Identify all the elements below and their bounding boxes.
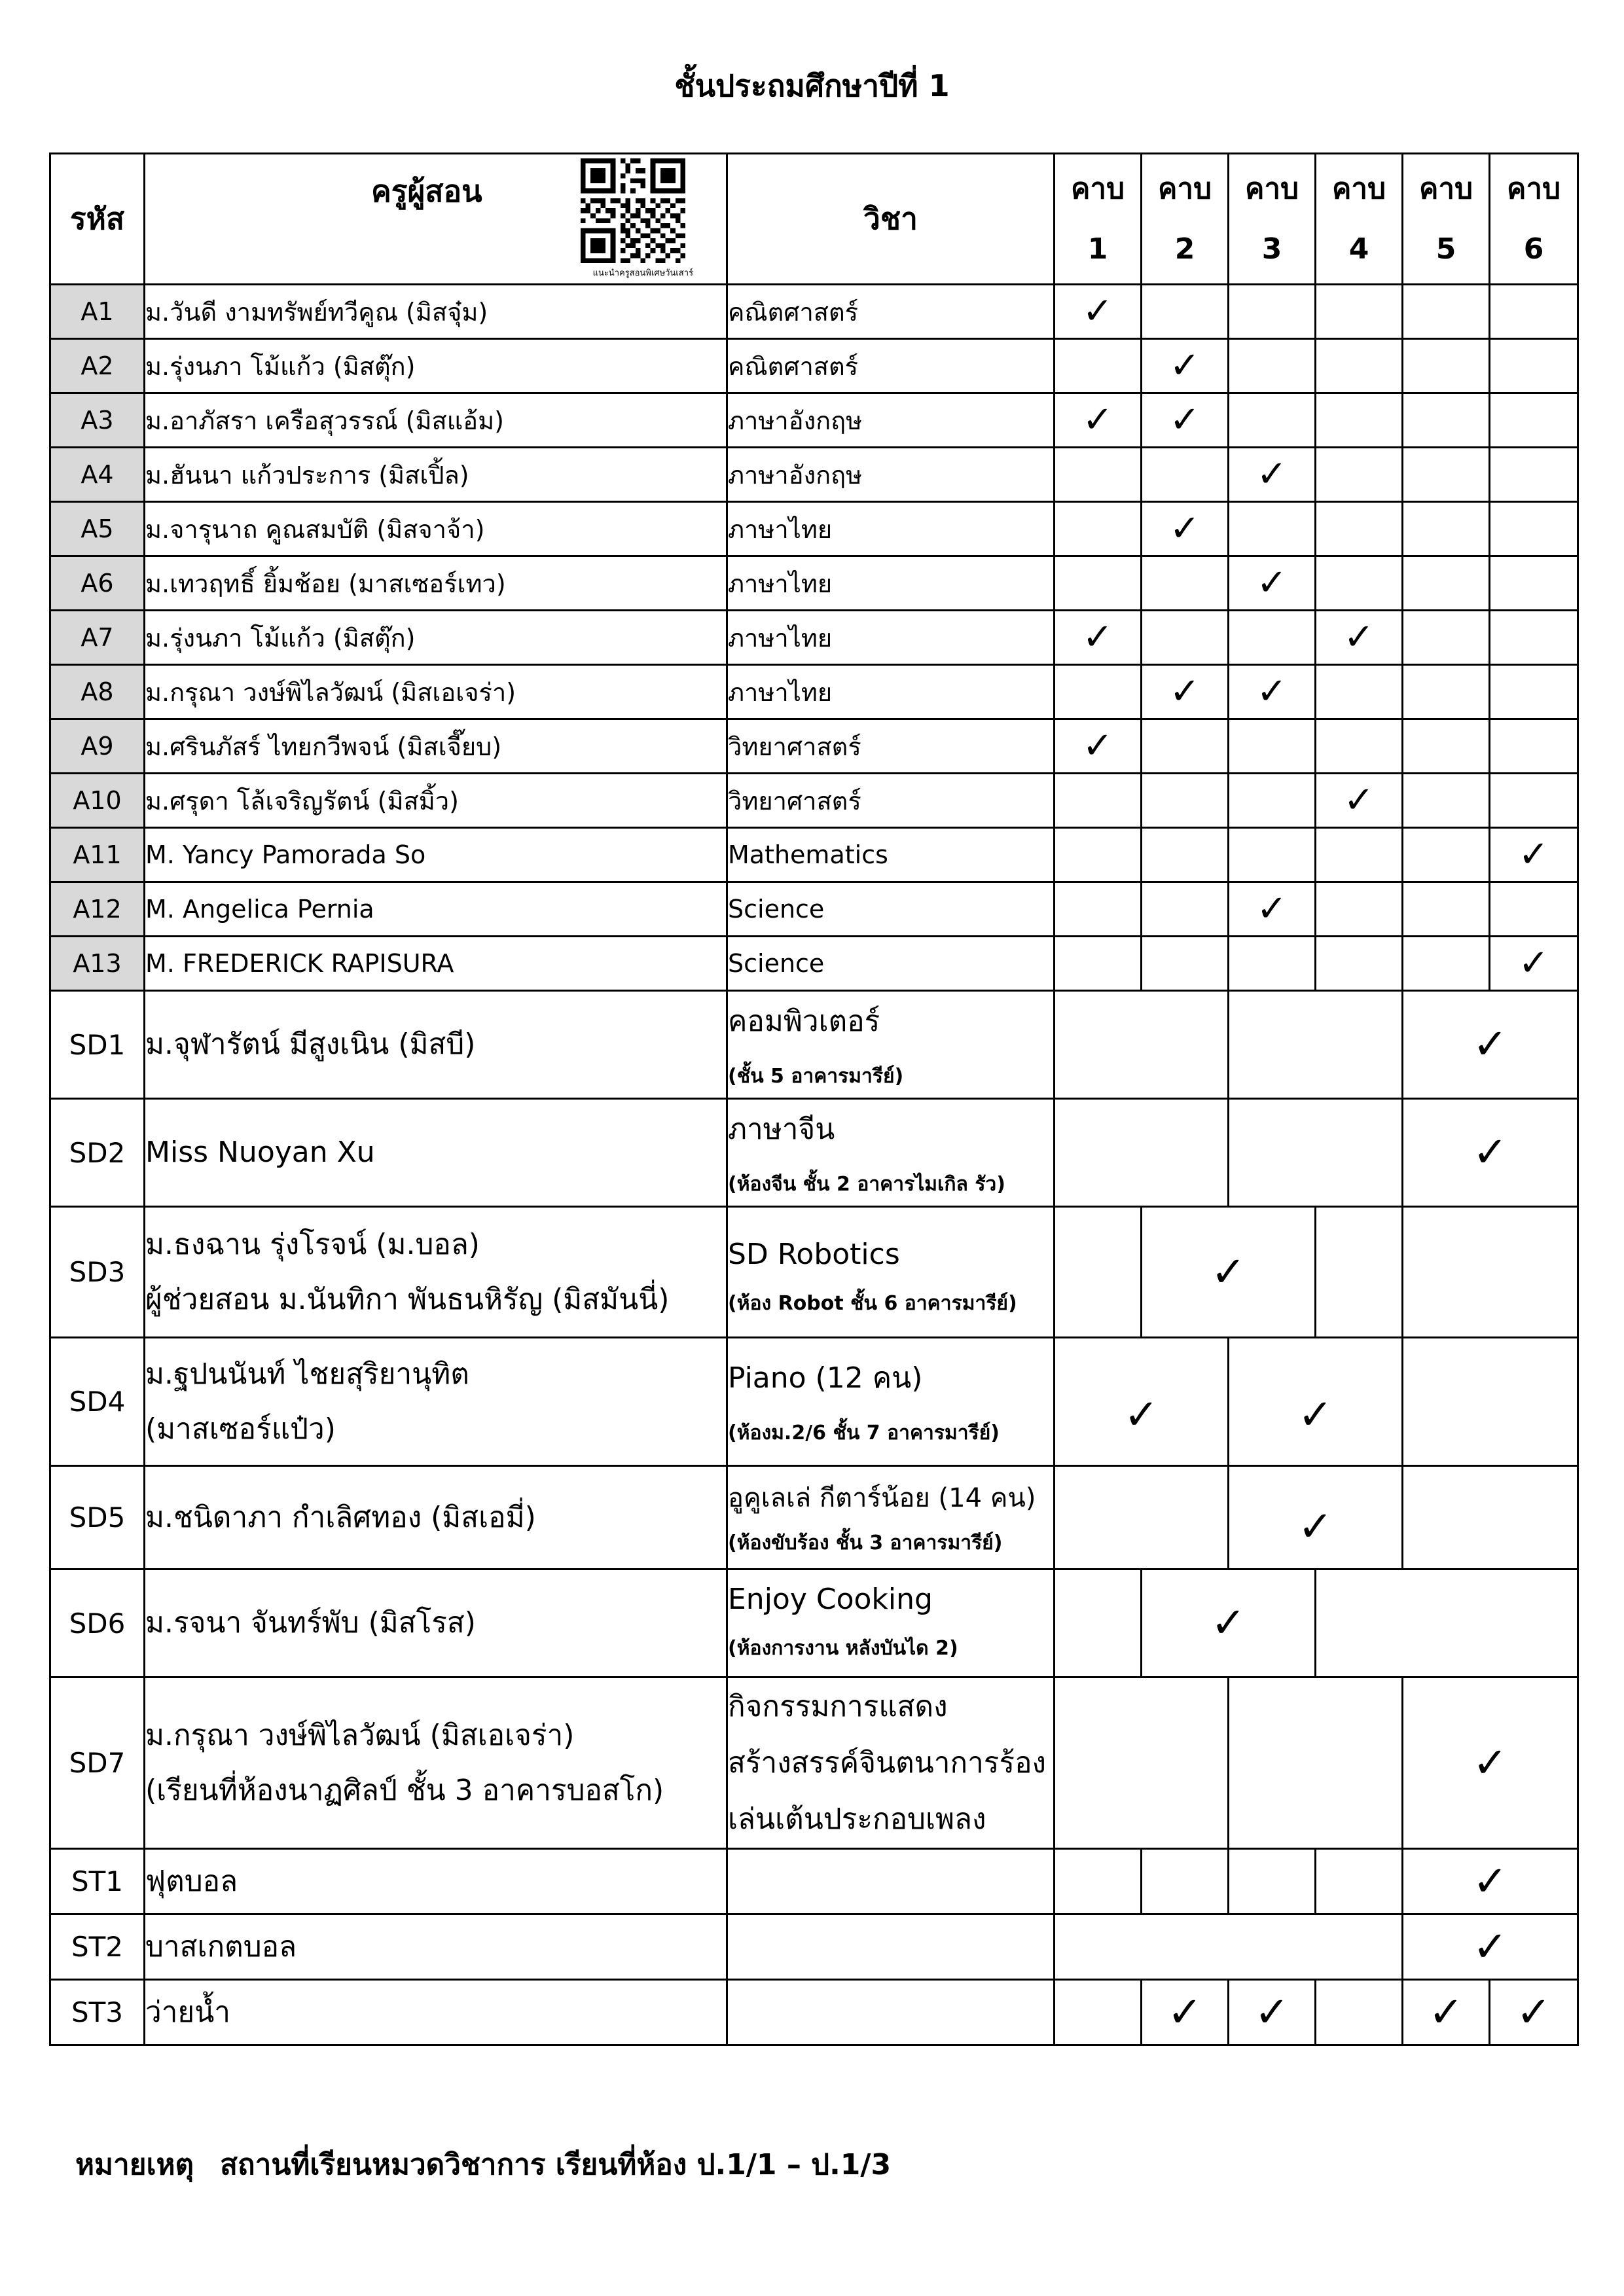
- table-row: [50, 719, 1578, 774]
- row-teacher: ม.ชนิดาภา กำเลิศทอง (มิสเอมี่): [145, 1466, 727, 1570]
- row-subject: ภาษาไทย: [727, 502, 1055, 556]
- row-code: A13: [50, 937, 145, 991]
- row-teacher: ม.รจนา จันทร์พับ (มิสโรส): [145, 1570, 727, 1677]
- row-code: A7: [50, 611, 145, 665]
- check-icon: ✓: [1142, 393, 1229, 448]
- row-subject: คอมพิวเตอร์ (ชั้น 5 อาคารมารีย์): [727, 991, 1055, 1099]
- table-row: [50, 556, 1578, 611]
- row-subject: [727, 1914, 1055, 1980]
- row-code: SD5: [50, 1466, 145, 1570]
- row-code: SD3: [50, 1207, 145, 1338]
- footnote-text: สถานที่เรียนหมวดวิชาการ เรียนที่ห้อง ป.1/1 – ป.1/3: [220, 2148, 892, 2181]
- row-subject: ภาษาไทย: [727, 665, 1055, 719]
- row-teacher: ม.อาภัสรา เครือสุวรรณ์ (มิสแอ้ม): [145, 393, 727, 448]
- check-icon: ✓: [1403, 1980, 1490, 2045]
- row-code: A6: [50, 556, 145, 611]
- row-code: SD6: [50, 1570, 145, 1677]
- row-subject: ภาษาอังกฤษ: [727, 448, 1055, 502]
- row-code: A1: [50, 285, 145, 339]
- qr-caption: แนะนำครูสอนพิเศษวันเสาร์: [592, 268, 693, 278]
- row-code: A11: [50, 828, 145, 882]
- row-code: SD1: [50, 991, 145, 1099]
- table-row: [50, 1207, 1578, 1338]
- check-icon: ✓: [1490, 828, 1578, 882]
- table-row: [50, 502, 1578, 556]
- header-row: [50, 154, 1578, 285]
- row-teacher: ฟุตบอล: [145, 1849, 727, 1914]
- page-title: ชั้นประถมศึกษาปีที่ 1: [674, 68, 950, 103]
- row-code: A8: [50, 665, 145, 719]
- row-code: SD7: [50, 1677, 145, 1849]
- row-teacher: ม.จุฬารัตน์ มีสูงเนิน (มิสบี): [145, 991, 727, 1099]
- check-icon: ✓: [1142, 1207, 1316, 1338]
- check-icon: ✓: [1403, 1099, 1578, 1207]
- check-icon: ✓: [1055, 393, 1142, 448]
- check-icon: ✓: [1229, 665, 1316, 719]
- check-icon: ✓: [1403, 1677, 1578, 1849]
- row-teacher: ม.ฮันนา แก้วประการ (มิสเปิ้ล): [145, 448, 727, 502]
- check-icon: ✓: [1229, 448, 1316, 502]
- table-row: [50, 1914, 1578, 1980]
- header-period-2: คาบ 2: [1142, 154, 1229, 285]
- table-row: [50, 882, 1578, 937]
- check-icon: ✓: [1490, 937, 1578, 991]
- header-period-6: คาบ 6: [1490, 154, 1578, 285]
- header-teacher-cell: [145, 154, 727, 285]
- row-teacher: ม.กรุณา วงษ์พิไลวัฒน์ (มิสเอเจร่า): [145, 665, 727, 719]
- schedule-table: [49, 152, 1579, 2046]
- row-subject: ภาษาไทย: [727, 611, 1055, 665]
- header-period-5: คาบ 5: [1403, 154, 1490, 285]
- table-row: [50, 774, 1578, 828]
- header-code: รหัส: [50, 154, 145, 285]
- row-subject: วิทยาศาสตร์: [727, 719, 1055, 774]
- check-icon: ✓: [1403, 1914, 1578, 1980]
- row-subject: คณิตศาสตร์: [727, 285, 1055, 339]
- footnote-label: หมายเหตุ: [75, 2148, 194, 2181]
- check-icon: ✓: [1403, 1849, 1578, 1914]
- table-row: [50, 611, 1578, 665]
- row-teacher: M. Angelica Pernia: [145, 882, 727, 937]
- row-teacher: ม.เทวฤทธิ์ ยิ้มช้อย (มาสเซอร์เทว): [145, 556, 727, 611]
- row-code: ST1: [50, 1849, 145, 1914]
- row-code: A4: [50, 448, 145, 502]
- row-subject: SD Robotics (ห้อง Robot ชั้น 6 อาคารมารีย์): [727, 1207, 1055, 1338]
- check-icon: ✓: [1490, 1980, 1578, 2045]
- footnote: [75, 2142, 891, 2187]
- header-period-4: คาบ 4: [1316, 154, 1403, 285]
- row-teacher: ม.ศรุดา โล้เจริญรัตน์ (มิสมิ้ว): [145, 774, 727, 828]
- row-code: A3: [50, 393, 145, 448]
- row-code: A12: [50, 882, 145, 937]
- check-icon: ✓: [1055, 285, 1142, 339]
- table-row: [50, 285, 1578, 339]
- check-icon: ✓: [1055, 611, 1142, 665]
- table-row: [50, 665, 1578, 719]
- table-row: [50, 937, 1578, 991]
- check-icon: ✓: [1403, 991, 1578, 1099]
- row-teacher: ม.รุ่งนภา โม้แก้ว (มิสตุ๊ก): [145, 611, 727, 665]
- check-icon: ✓: [1142, 1980, 1229, 2045]
- row-teacher: ม.รุ่งนภา โม้แก้ว (มิสตุ๊ก): [145, 339, 727, 393]
- row-teacher: M. Yancy Pamorada So: [145, 828, 727, 882]
- table-row: [50, 339, 1578, 393]
- row-subject: กิจกรรมการแสดง สร้างสรรค์จินตนาการร้อง เล่นเต้นประกอบเพลง: [727, 1677, 1055, 1849]
- row-code: A9: [50, 719, 145, 774]
- row-subject: Mathematics: [727, 828, 1055, 882]
- row-subject: Science: [727, 882, 1055, 937]
- row-code: SD4: [50, 1338, 145, 1466]
- table-row: [50, 1849, 1578, 1914]
- check-icon: ✓: [1229, 1980, 1316, 2045]
- check-icon: ✓: [1142, 1570, 1316, 1677]
- table-row: [50, 1570, 1578, 1677]
- table-row: [50, 393, 1578, 448]
- header-period-1: คาบ 1: [1055, 154, 1142, 285]
- check-icon: ✓: [1229, 556, 1316, 611]
- header-period-3: คาบ 3: [1229, 154, 1316, 285]
- table-row: [50, 1677, 1578, 1849]
- qr-code-icon[interactable]: [581, 158, 685, 263]
- row-subject: Science: [727, 937, 1055, 991]
- row-subject: Enjoy Cooking (ห้องการงาน หลังบันได 2): [727, 1570, 1055, 1677]
- row-code: A2: [50, 339, 145, 393]
- row-teacher: บาสเกตบอล: [145, 1914, 727, 1980]
- row-teacher: ม.กรุณา วงษ์พิไลวัฒน์ (มิสเอเจร่า) (เรียนที่ห้องนาฏศิลป์ ชั้น 3 อาคารบอสโก): [145, 1677, 727, 1849]
- table-row: [50, 1338, 1578, 1466]
- check-icon: ✓: [1055, 1338, 1229, 1466]
- row-location: (ห้องม.2/6 ชั้น 7 อาคารมารีย์): [728, 1422, 1000, 1444]
- row-code: SD2: [50, 1099, 145, 1207]
- table-row: [50, 1466, 1578, 1570]
- row-subject: Piano (12 คน) (ห้องม.2/6 ชั้น 7 อาคารมารีย์): [727, 1338, 1055, 1466]
- row-subject: ภาษาอังกฤษ: [727, 393, 1055, 448]
- table-row: [50, 828, 1578, 882]
- row-subject: อูคูเลเล่ กีตาร์น้อย (14 คน) (ห้องขับร้อง ชั้น 3 อาคารมารีย์): [727, 1466, 1055, 1570]
- header-subject: วิชา: [727, 154, 1055, 285]
- table-row: [50, 1980, 1578, 2045]
- check-icon: ✓: [1316, 774, 1403, 828]
- row-teacher: ม.ศรินภัสร์ ไทยกวีพจน์ (มิสเจี๊ยบ): [145, 719, 727, 774]
- row-teacher: ม.จารุนาถ คูณสมบัติ (มิสจาจ้า): [145, 502, 727, 556]
- row-code: ST2: [50, 1914, 145, 1980]
- row-subject: คณิตศาสตร์: [727, 339, 1055, 393]
- row-subject: [727, 1980, 1055, 2045]
- check-icon: ✓: [1229, 1338, 1403, 1466]
- check-icon: ✓: [1142, 339, 1229, 393]
- row-code: A10: [50, 774, 145, 828]
- table-row: [50, 1099, 1578, 1207]
- row-subject: [727, 1849, 1055, 1914]
- row-subject: ภาษาจีน (ห้องจีน ชั้น 2 อาคารไมเกิล รัว): [727, 1099, 1055, 1207]
- table-row: [50, 991, 1578, 1099]
- row-code: ST3: [50, 1980, 145, 2045]
- row-teacher: ว่ายน้ำ: [145, 1980, 727, 2045]
- check-icon: ✓: [1229, 1466, 1403, 1570]
- check-icon: ✓: [1055, 719, 1142, 774]
- row-teacher: M. FREDERICK RAPISURA: [145, 937, 727, 991]
- row-location: (ห้อง Robot ชั้น 6 อาคารมารีย์): [728, 1291, 1017, 1315]
- row-teacher: ม.ฐปนนันท์ ไชยสุริยานุทิต (มาสเซอร์แป๋ว): [145, 1338, 727, 1466]
- row-teacher: Miss Nuoyan Xu: [145, 1099, 727, 1207]
- row-teacher: ม.ธงฉาน รุ่งโรจน์ (ม.บอล) ผู้ช่วยสอน ม.นันทิกา พันธนหิรัญ (มิสมันนี่): [145, 1207, 727, 1338]
- row-location: (ห้องจีน ชั้น 2 อาคารไมเกิล รัว): [728, 1172, 1005, 1196]
- row-subject: วิทยาศาสตร์: [727, 774, 1055, 828]
- check-icon: ✓: [1316, 611, 1403, 665]
- row-code: A5: [50, 502, 145, 556]
- row-location: (ชั้น 5 อาคารมารีย์): [728, 1064, 904, 1088]
- table-row: [50, 448, 1578, 502]
- check-icon: ✓: [1229, 882, 1316, 937]
- row-teacher: ม.วันดี งามทรัพย์ทวีคูณ (มิสจุ๋ม): [145, 285, 727, 339]
- row-location: (ห้องการงาน หลังบันได 2): [728, 1637, 958, 1660]
- row-location: (ห้องขับร้อง ชั้น 3 อาคารมารีย์): [728, 1532, 1003, 1554]
- check-icon: ✓: [1142, 665, 1229, 719]
- header-teacher: ครูผู้สอน: [371, 173, 482, 209]
- row-subject: ภาษาไทย: [727, 556, 1055, 611]
- check-icon: ✓: [1142, 502, 1229, 556]
